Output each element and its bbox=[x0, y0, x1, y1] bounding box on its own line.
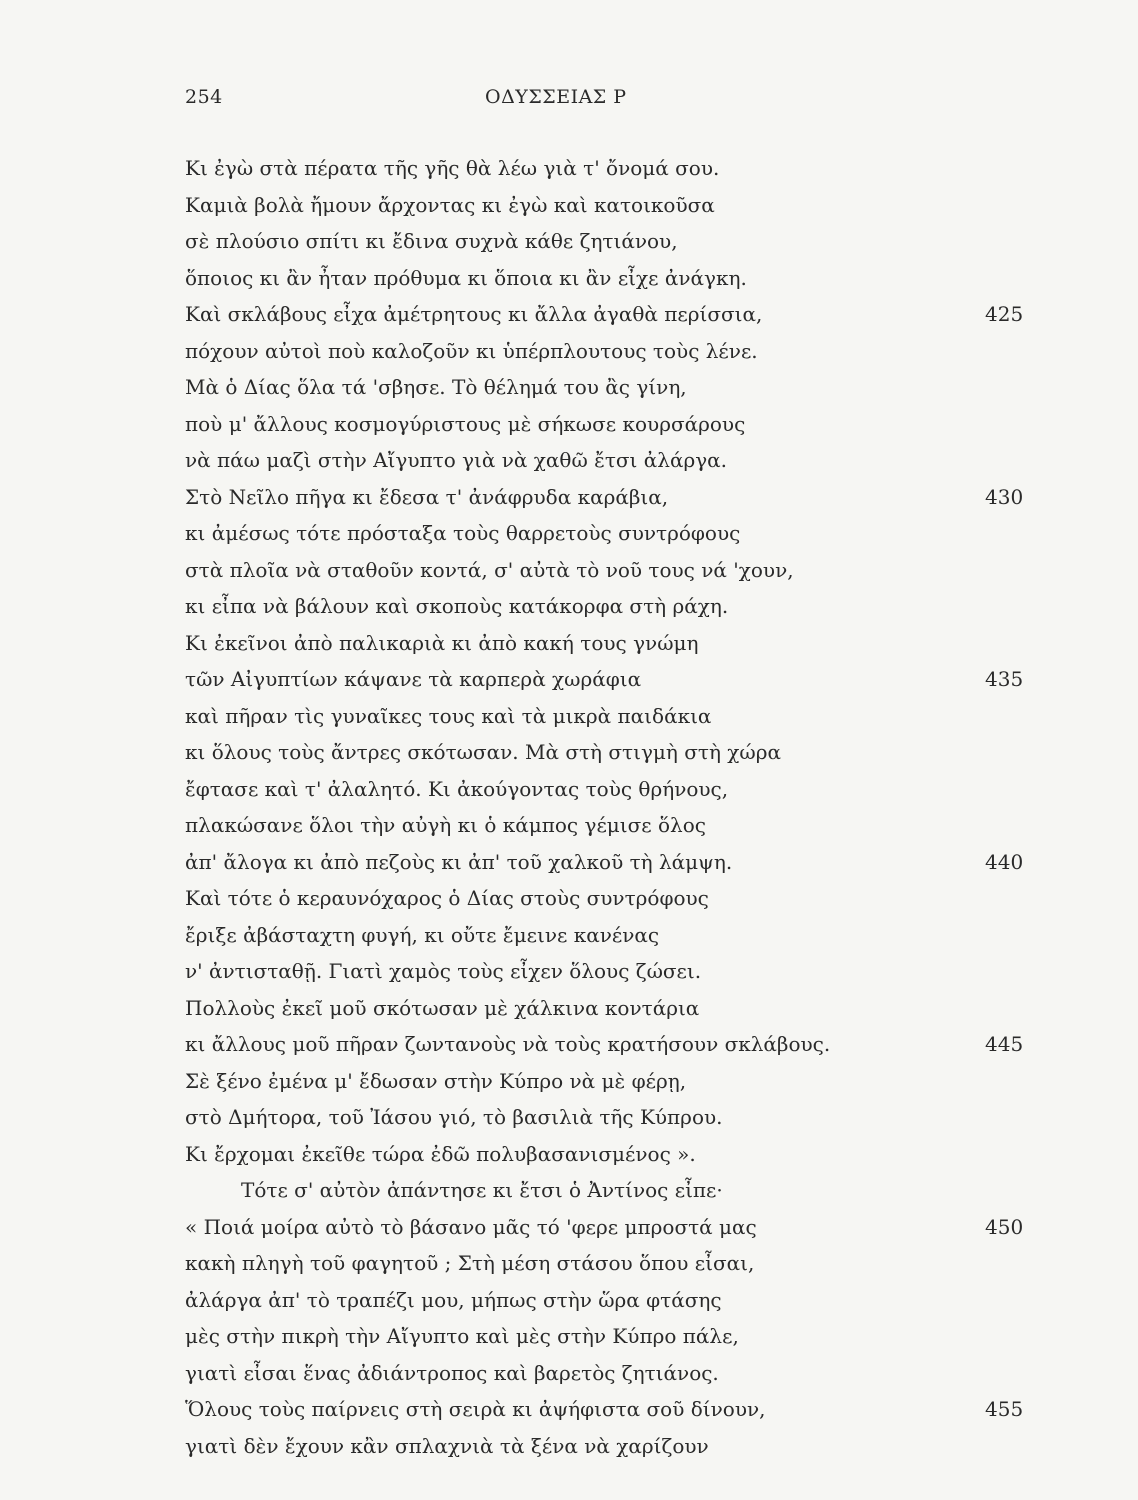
verse-line bbox=[185, 1136, 1045, 1173]
verse-text: στὸ Δμήτορα, τοῦ Ἰάσου γιό, τὸ βασιλιὰ τῆς Κύπρου. bbox=[185, 1105, 723, 1129]
verse-line bbox=[185, 698, 1045, 735]
verse-text: κι ἄλλους μοῦ πῆραν ζωντανοὺς νὰ τοὺς κρατήσουν σκλάβους. bbox=[185, 1032, 831, 1056]
verse-number: 450 bbox=[985, 1214, 1024, 1239]
verse-line bbox=[185, 406, 1045, 443]
verse-line bbox=[185, 260, 1045, 297]
verse-text: ὅποιος κι ἂν ἦταν πρόθυμα κι ὅποια κι ἂν εἶχε ἀνάγκη. bbox=[185, 265, 747, 290]
verse-number: 455 bbox=[985, 1397, 1024, 1421]
verse-text: γιατὶ δὲν ἔχουν κἂν σπλαχνιὰ τὰ ξένα νὰ χαρίζουν bbox=[185, 1433, 709, 1458]
verse-text: κι ἀμέσως τότε πρόσταξα τοὺς θαρρετοὺς συντρόφους bbox=[185, 521, 741, 545]
verse-line bbox=[185, 515, 1045, 552]
verse-line bbox=[185, 1245, 1045, 1282]
verse-line bbox=[185, 223, 1045, 260]
verse-line bbox=[185, 734, 1045, 771]
verse-text: κακὴ πληγὴ τοῦ φαγητοῦ ; Στὴ μέση στάσου ὅπου εἶσαι, bbox=[185, 1251, 755, 1275]
verse-text: Πολλοὺς ἐκεῖ μοῦ σκότωσαν μὲ χάλκινα κοντάρια bbox=[185, 995, 700, 1020]
verse-line bbox=[185, 880, 1045, 917]
verse-text: Μὰ ὁ Δίας ὅλα τά 'σβησε. Τὸ θέλημά του ἂς γίνη, bbox=[185, 375, 687, 399]
verse-line bbox=[185, 479, 1045, 516]
verse-text: νὰ πάω μαζὶ στὴν Αἴγυπτο γιὰ νὰ χαθῶ ἔτσι ἀλάργα. bbox=[185, 448, 728, 472]
verse-text: Κι ἐγὼ στὰ πέρατα τῆς γῆς θὰ λέω γιὰ τ' ὄνομά σου. bbox=[185, 156, 720, 180]
verse-text: Καὶ σκλάβους εἶχα ἀμέτρητους κι ἄλλα ἀγαθὰ περίσσια, bbox=[185, 302, 763, 326]
verse-line bbox=[185, 1428, 1045, 1465]
verse-text: Καμιὰ βολὰ ἤμουν ἄρχοντας κι ἐγὼ καὶ κατοικοῦσα bbox=[185, 192, 715, 217]
verse-text: ν' ἀντισταθῇ. Γιατὶ χαμὸς τοὺς εἶχεν ὅλους ζώσει. bbox=[185, 959, 702, 983]
verse-text: « Ποιά μοίρα αὐτὸ τὸ βάσανο μᾶς τό 'φερε μπροστά μας bbox=[185, 1214, 757, 1239]
verse-text: Τότε σ' αὐτὸν ἀπάντησε κι ἔτσι ὁ Ἀντίνος εἶπε· bbox=[241, 1178, 723, 1202]
verse-number: 445 bbox=[985, 1032, 1024, 1056]
verse-line bbox=[185, 953, 1045, 990]
verse-line bbox=[185, 1355, 1045, 1392]
verse-line bbox=[185, 661, 1045, 698]
verse-line bbox=[185, 625, 1045, 662]
verse-line bbox=[185, 552, 1045, 589]
verse-line bbox=[185, 807, 1045, 844]
verse-text: γιατὶ εἶσαι ἕνας ἀδιάντροπος καὶ βαρετὸς ζητιάνος. bbox=[185, 1360, 719, 1385]
verse-text: ἔριξε ἀβάσταχτη φυγή, κι οὔτε ἔμεινε κανένας bbox=[185, 922, 660, 947]
verse-text: Καὶ τότε ὁ κεραυνόχαρος ὁ Δίας στοὺς συντρόφους bbox=[185, 886, 709, 910]
verse-text: Κι ἐκεῖνοι ἀπὸ παλικαριὰ κι ἀπὸ κακή τους γνώμη bbox=[185, 630, 699, 655]
verse-line bbox=[185, 990, 1045, 1027]
verse-number: 430 bbox=[985, 484, 1024, 509]
verse-number: 440 bbox=[985, 849, 1024, 874]
verse-text: Ὅλους τοὺς παίρνεις στὴ σειρὰ κι ἀψήφιστα σοῦ δίνουν, bbox=[185, 1397, 766, 1421]
verse-text: πλακώσανε ὅλοι τὴν αὐγὴ κι ὁ κάμπος γέμισε ὅλος bbox=[185, 813, 706, 837]
verse-text: σὲ πλούσιο σπίτι κι ἔδινα συχνὰ κάθε ζητιάνου, bbox=[185, 229, 678, 253]
verse-text: ἀπ' ἄλογα κι ἀπὸ πεζοὺς κι ἀπ' τοῦ χαλκοῦ τὴ λάμψη. bbox=[185, 849, 733, 874]
verse-line bbox=[185, 1172, 1045, 1209]
verse-line bbox=[185, 1063, 1045, 1100]
verse-line bbox=[185, 1099, 1045, 1136]
verse-text: Στὸ Νεῖλο πῆγα κι ἔδεσα τ' ἀνάφρυδα καράβια, bbox=[185, 484, 669, 509]
verse-text: Σὲ ξένο ἐμένα μ' ἔδωσαν στὴν Κύπρο νὰ μὲ φέρῃ, bbox=[185, 1068, 687, 1093]
verse-block bbox=[185, 150, 1045, 1464]
verse-text: στὰ πλοῖα νὰ σταθοῦν κοντά, σ' αὐτὰ τὸ νοῦ τους νά 'χουν, bbox=[185, 557, 794, 582]
verse-text: κι ὅλους τοὺς ἄντρες σκότωσαν. Μὰ στὴ στιγμὴ στὴ χώρα bbox=[185, 740, 781, 764]
verse-line bbox=[185, 844, 1045, 881]
verse-line bbox=[185, 1282, 1045, 1319]
verse-number: 425 bbox=[985, 302, 1024, 326]
verse-text: ποὺ μ' ἄλλους κοσμογύριστους μὲ σήκωσε κουρσάρους bbox=[185, 411, 746, 436]
verse-line bbox=[185, 296, 1045, 333]
verse-line bbox=[185, 150, 1045, 187]
verse-line bbox=[185, 442, 1045, 479]
verse-number: 435 bbox=[985, 667, 1024, 691]
verse-line bbox=[185, 1391, 1045, 1428]
verse-line bbox=[185, 369, 1045, 406]
page-number: 254 bbox=[185, 86, 223, 108]
verse-line bbox=[185, 917, 1045, 954]
verse-line bbox=[185, 1026, 1045, 1063]
verse-line bbox=[185, 1318, 1045, 1355]
page-header bbox=[185, 86, 995, 116]
verse-line bbox=[185, 588, 1045, 625]
verse-text: ἔφτασε καὶ τ' ἀλαλητό. Κι ἀκούγοντας τοὺς θρήνους, bbox=[185, 776, 729, 801]
verse-line bbox=[185, 333, 1045, 370]
verse-text: μὲς στὴν πικρὴ τὴν Αἴγυπτο καὶ μὲς στὴν Κύπρο πάλε, bbox=[185, 1324, 739, 1348]
verse-text: Κι ἔρχομαι ἐκεῖθε τώρα ἐδῶ πολυβασανισμένος ». bbox=[185, 1141, 696, 1166]
verse-text: τῶν Αἰγυπτίων κάψανε τὰ καρπερὰ χωράφια bbox=[185, 667, 642, 691]
verse-text: ἀλάργα ἀπ' τὸ τραπέζι μου, μήπως στὴν ὥρα φτάσης bbox=[185, 1287, 722, 1312]
verse-line bbox=[185, 771, 1045, 808]
verse-line bbox=[185, 1209, 1045, 1246]
verse-line bbox=[185, 187, 1045, 224]
verse-text: κι εἶπα νὰ βάλουν καὶ σκοποὺς κατάκορφα στὴ ράχη. bbox=[185, 594, 729, 618]
running-head: ΟΔΥΣΣΕΙΑΣ Ρ bbox=[485, 86, 627, 108]
verse-text: καὶ πῆραν τὶς γυναῖκες τους καὶ τὰ μικρὰ παιδάκια bbox=[185, 703, 712, 728]
verse-text: πόχουν αὐτοὶ ποὺ καλοζοῦν κι ὑπέρπλουτους τοὺς λένε. bbox=[185, 338, 758, 363]
